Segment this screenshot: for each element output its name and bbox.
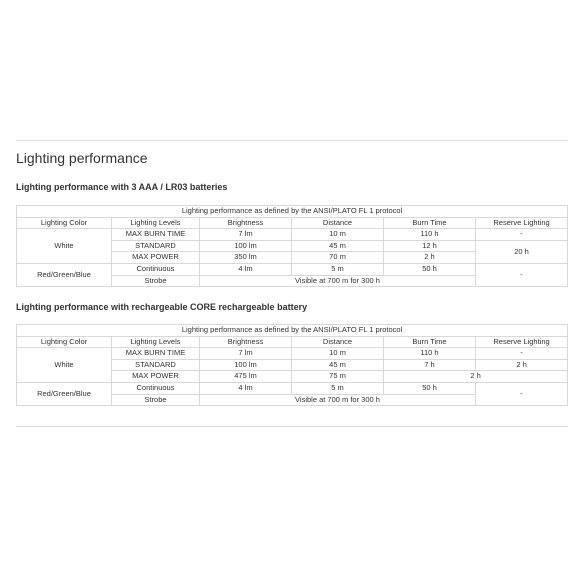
strobe-visibility-cell: Visible at 700 m for 300 h (200, 275, 476, 287)
header-burn-time: Burn Time (384, 336, 476, 348)
page-title: Lighting performance (16, 150, 148, 166)
level-cell: Continuous (112, 263, 200, 275)
burn-time-cell: 2 h (384, 252, 476, 264)
brightness-cell: 475 lm (200, 371, 292, 383)
reserve-cell: - (476, 229, 568, 241)
brightness-cell: 4 lm (200, 382, 292, 394)
section-title-rechargeable: Lighting performance with rechargeable CORE rechargeable battery (16, 302, 308, 312)
color-cell-white: White (17, 348, 112, 383)
color-cell-rgb: Red/Green/Blue (17, 263, 112, 286)
header-lighting-color: Lighting Color (17, 217, 112, 229)
table-caption-row (17, 325, 568, 337)
reserve-cell: 2 h (476, 359, 568, 371)
header-reserve-lighting: Reserve Lighting (476, 336, 568, 348)
level-cell: MAX POWER (112, 371, 200, 383)
burn-reserve-cell: 2 h (384, 371, 568, 383)
distance-cell: 5 m (292, 382, 384, 394)
brightness-cell: 4 lm (200, 263, 292, 275)
burn-time-cell: 12 h (384, 240, 476, 252)
reserve-cell: - (476, 348, 568, 360)
level-cell: MAX BURN TIME (112, 229, 200, 241)
header-burn-time: Burn Time (384, 217, 476, 229)
level-cell: Continuous (112, 382, 200, 394)
burn-time-cell: 50 h (384, 263, 476, 275)
distance-cell: 10 m (292, 348, 384, 360)
table-caption: Lighting performance as defined by the ANSI/PLATO FL 1 protocol (17, 325, 568, 337)
header-brightness: Brightness (200, 336, 292, 348)
performance-table-batteries (16, 205, 568, 287)
distance-cell: 70 m (292, 252, 384, 264)
level-cell: Strobe (112, 394, 200, 406)
table-caption: Lighting performance as defined by the ANSI/PLATO FL 1 protocol (17, 206, 568, 218)
brightness-cell: 100 lm (200, 359, 292, 371)
brightness-cell: 100 lm (200, 240, 292, 252)
level-cell: STANDARD (112, 240, 200, 252)
distance-cell: 10 m (292, 229, 384, 241)
distance-cell: 75 m (292, 371, 384, 383)
header-reserve-lighting: Reserve Lighting (476, 217, 568, 229)
burn-time-cell: 50 h (384, 382, 476, 394)
table-row (17, 263, 568, 275)
brightness-cell: 350 lm (200, 252, 292, 264)
top-divider (16, 140, 568, 141)
header-lighting-levels: Lighting Levels (112, 336, 200, 348)
level-cell: MAX BURN TIME (112, 348, 200, 360)
brightness-cell: 7 lm (200, 348, 292, 360)
table-header-row (17, 217, 568, 229)
distance-cell: 45 m (292, 240, 384, 252)
table-header-row (17, 336, 568, 348)
table-row (17, 348, 568, 360)
color-cell-rgb: Red/Green/Blue (17, 382, 112, 405)
burn-time-cell: 7 h (384, 359, 476, 371)
color-cell-white: White (17, 229, 112, 264)
reserve-cell: - (476, 263, 568, 286)
distance-cell: 5 m (292, 263, 384, 275)
bottom-divider (16, 426, 568, 427)
header-distance: Distance (292, 336, 384, 348)
table-row (17, 229, 568, 241)
header-lighting-levels: Lighting Levels (112, 217, 200, 229)
section-title-batteries: Lighting performance with 3 AAA / LR03 batteries (16, 182, 228, 192)
reserve-cell-shared: 20 h (476, 240, 568, 263)
burn-time-cell: 110 h (384, 229, 476, 241)
table-caption-row (17, 206, 568, 218)
level-cell: STANDARD (112, 359, 200, 371)
performance-table-rechargeable (16, 324, 568, 406)
reserve-cell: - (476, 382, 568, 405)
table-row (17, 382, 568, 394)
header-distance: Distance (292, 217, 384, 229)
level-cell: Strobe (112, 275, 200, 287)
header-brightness: Brightness (200, 217, 292, 229)
burn-time-cell: 110 h (384, 348, 476, 360)
header-lighting-color: Lighting Color (17, 336, 112, 348)
level-cell: MAX POWER (112, 252, 200, 264)
strobe-visibility-cell: Visible at 700 m for 300 h (200, 394, 476, 406)
distance-cell: 45 m (292, 359, 384, 371)
brightness-cell: 7 lm (200, 229, 292, 241)
